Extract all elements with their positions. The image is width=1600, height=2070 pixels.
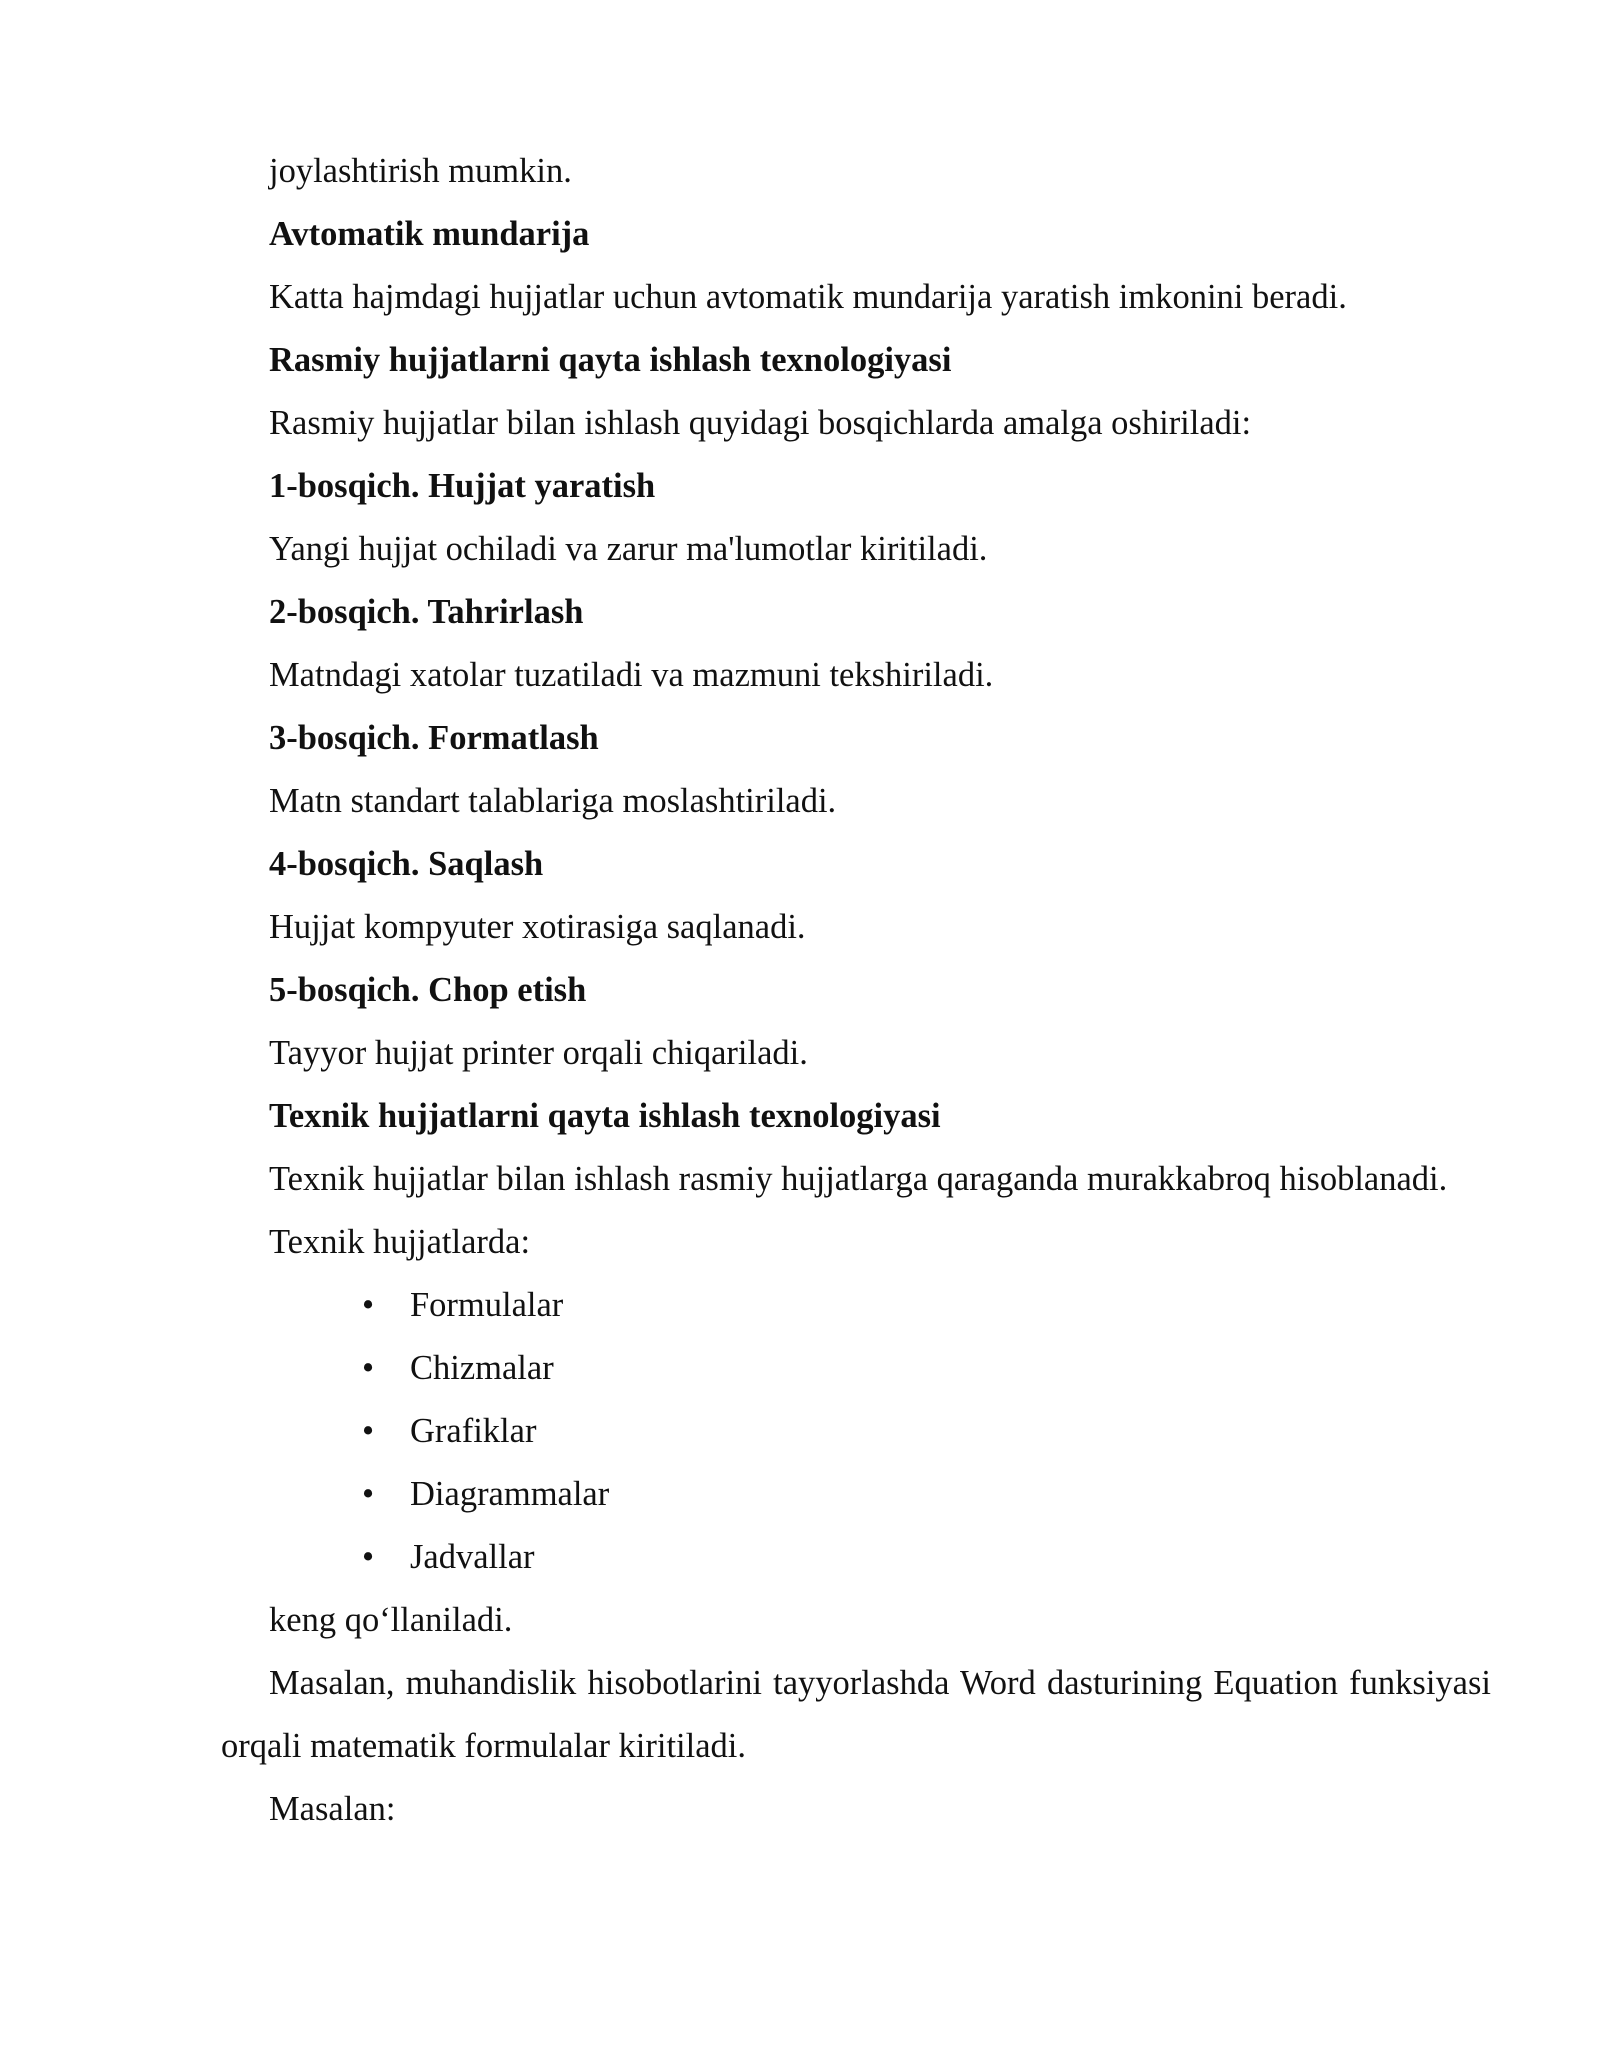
list-item-text: Grafiklar — [410, 1412, 537, 1450]
list-item — [221, 1463, 1491, 1526]
paragraph: Rasmiy hujjatlar bilan ishlash quyidagi bosqichlarda amalga oshiriladi: — [269, 404, 1252, 442]
list-item-text: Diagrammalar — [410, 1475, 610, 1513]
list-item — [221, 1274, 1491, 1337]
bullet-icon: • — [362, 1538, 375, 1576]
step-heading-1: 1-bosqich. Hujjat yaratish — [269, 467, 656, 505]
bullet-icon: • — [362, 1349, 375, 1387]
list-item — [221, 1400, 1491, 1463]
section-heading-rasmiy-hujjatlar: Rasmiy hujjatlarni qayta ishlash texnologiyasi — [269, 341, 952, 379]
paragraph: Texnik hujjatlarda: — [269, 1223, 531, 1261]
list-item — [221, 1526, 1491, 1589]
bullet-icon: • — [362, 1412, 375, 1450]
section-heading-avtomatik-mundarija: Avtomatik mundarija — [269, 215, 590, 253]
paragraph: Masalan: — [269, 1790, 396, 1828]
list-item-text: Jadvallar — [410, 1538, 535, 1576]
document-body — [221, 140, 1491, 1841]
paragraph: joylashtirish mumkin. — [269, 152, 572, 190]
paragraph: Tayyor hujjat printer orqali chiqariladi. — [269, 1034, 808, 1072]
bullet-list — [221, 1274, 1491, 1589]
paragraph: Texnik hujjatlar bilan ishlash rasmiy hujjatlarga qaraganda murakkabroq hisoblanadi. — [269, 1160, 1448, 1198]
list-item-text: Chizmalar — [410, 1349, 554, 1387]
bullet-icon: • — [362, 1286, 375, 1324]
list-item-text: Formulalar — [410, 1286, 564, 1324]
paragraph: Hujjat kompyuter xotirasiga saqlanadi. — [269, 908, 806, 946]
bullet-icon: • — [362, 1475, 375, 1513]
list-item — [221, 1337, 1491, 1400]
paragraph: Yangi hujjat ochiladi va zarur ma'lumotlar kiritiladi. — [269, 530, 988, 568]
paragraph: Matndagi xatolar tuzatiladi va mazmuni tekshiriladi. — [269, 656, 994, 694]
paragraph: Katta hajmdagi hujjatlar uchun avtomatik mundarija yaratish imkonini beradi. — [269, 278, 1347, 316]
paragraph: keng qo‘llaniladi. — [269, 1601, 513, 1639]
paragraph: Matn standart talablariga moslashtiriladi. — [269, 782, 837, 820]
paragraph: Masalan, muhandislik hisobotlarini tayyorlashda Word dasturining Equation funksiyasi orqali matematik formulalar kiritiladi. — [221, 1664, 1491, 1765]
step-heading-5: 5-bosqich. Chop etish — [269, 971, 587, 1009]
section-heading-texnik-hujjatlar: Texnik hujjatlarni qayta ishlash texnologiyasi — [269, 1097, 941, 1135]
step-heading-4: 4-bosqich. Saqlash — [269, 845, 544, 883]
step-heading-2: 2-bosqich. Tahrirlash — [269, 593, 584, 631]
step-heading-3: 3-bosqich. Formatlash — [269, 719, 599, 757]
